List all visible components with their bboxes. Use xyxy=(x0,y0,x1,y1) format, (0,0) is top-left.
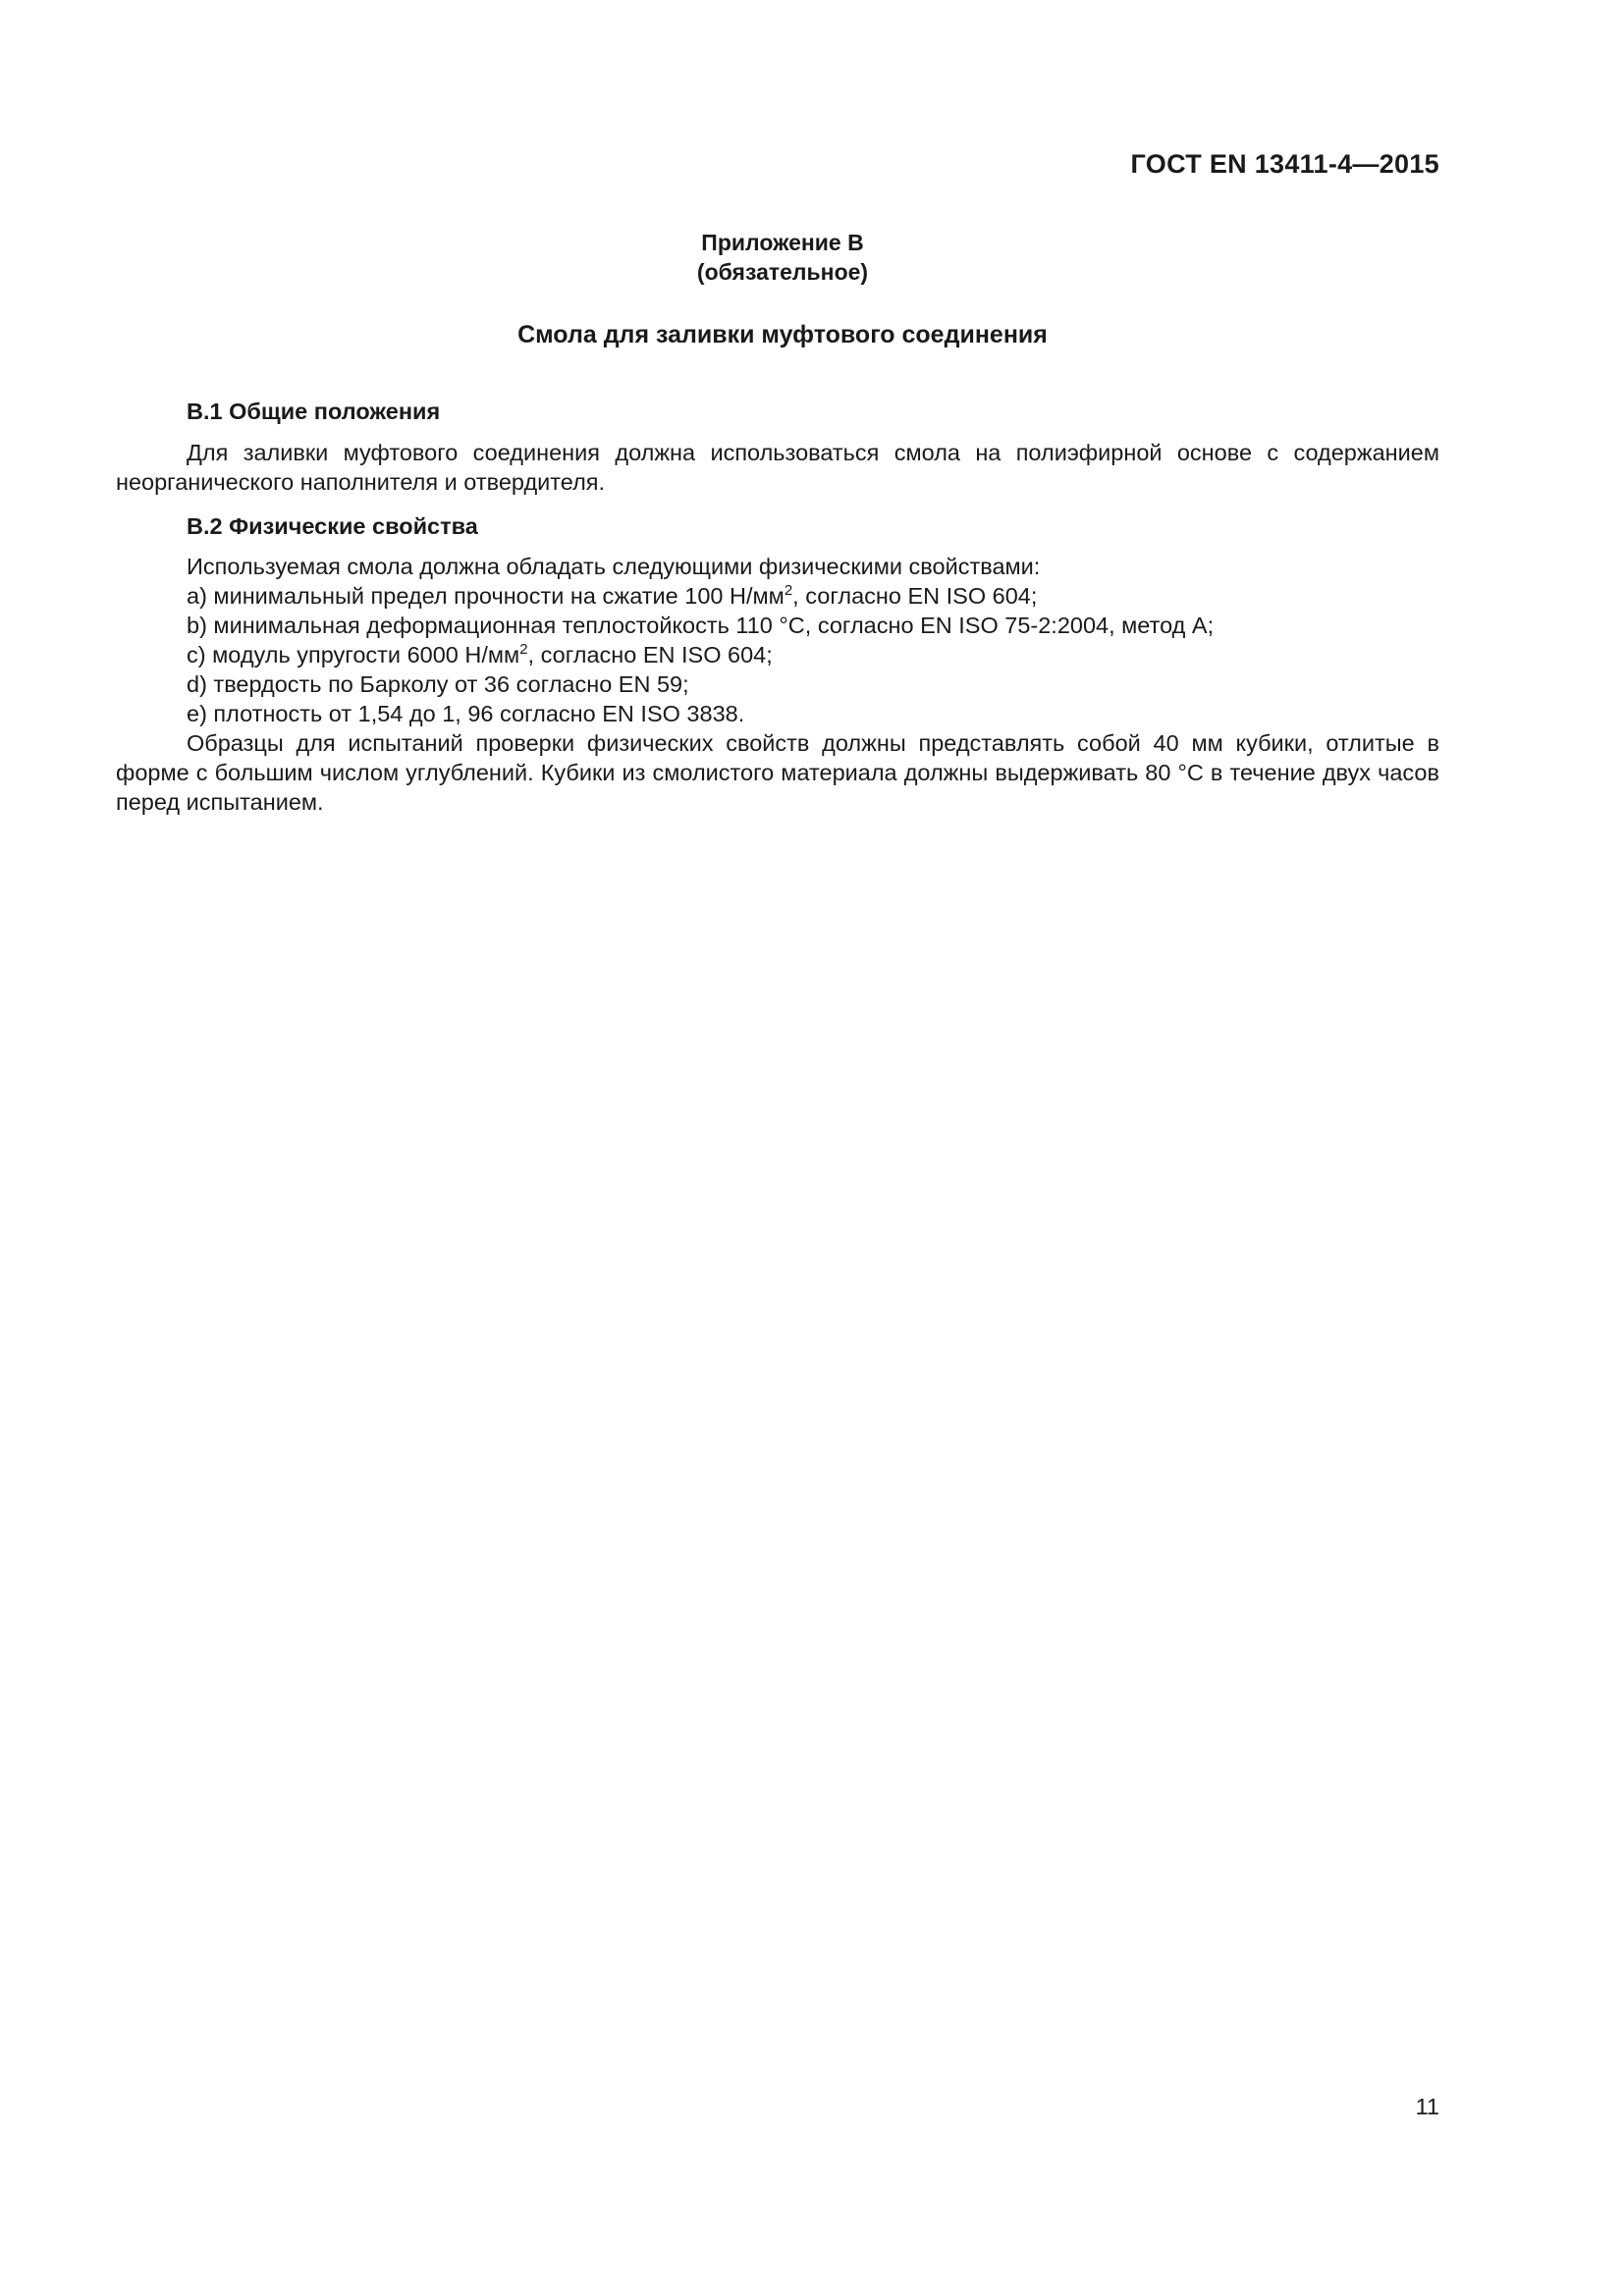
property-text: a) минимальный предел прочности на сжатие 100 Н/мм xyxy=(187,583,785,609)
property-item-c xyxy=(116,640,1439,669)
section-b2-heading: В.2 Физические свойства xyxy=(187,513,478,539)
property-text-suffix: , согласно EN ISO 604; xyxy=(792,583,1038,609)
property-text: c) модуль упругости 6000 Н/мм xyxy=(187,642,520,667)
section-b1-body xyxy=(116,438,1439,497)
section-b1-heading: В.1 Общие положения xyxy=(187,399,441,424)
annex-heading: Смола для заливки муфтового соединения xyxy=(517,321,1048,348)
page-number: 11 xyxy=(1415,2094,1439,2119)
property-item-a xyxy=(116,581,1439,611)
property-text: b) минимальная деформационная теплостойкость 110 °С, согласно EN ISO 75-2:2004, метод А; xyxy=(187,613,1215,638)
property-text: e) плотность от 1,54 до 1, 96 согласно EN ISO 3838. xyxy=(187,701,745,726)
annex-title: Приложение В xyxy=(701,230,864,255)
section-b2-closing: Образцы для испытаний проверки физических свойств должны представлять собой 40 мм кубики, отлитые в форме с большим числом углублений. Кубики из смолистого материала должны выдерживать 80 °С в течение двух часов перед испытанием. xyxy=(116,730,1439,815)
section-b2-intro: Используемая смола должна обладать следующими физическими свойствами: xyxy=(187,554,1041,579)
property-item-d xyxy=(116,669,1439,699)
superscript: 2 xyxy=(519,641,528,658)
section-b1-paragraph: Для заливки муфтового соединения должна использоваться смола на полиэфирной основе с содержанием неорганического наполнителя и отвердителя. xyxy=(116,440,1439,495)
section-b2-body xyxy=(116,552,1439,817)
property-item-b xyxy=(116,611,1439,640)
superscript: 2 xyxy=(784,582,793,599)
document-code: ГОСТ EN 13411-4—2015 xyxy=(1130,149,1439,179)
property-text-suffix: , согласно EN ISO 604; xyxy=(527,642,773,667)
property-item-e xyxy=(116,699,1439,728)
annex-status: (обязательное) xyxy=(696,259,869,285)
property-text: d) твердость по Барколу от 36 согласно EN 59; xyxy=(187,671,689,697)
